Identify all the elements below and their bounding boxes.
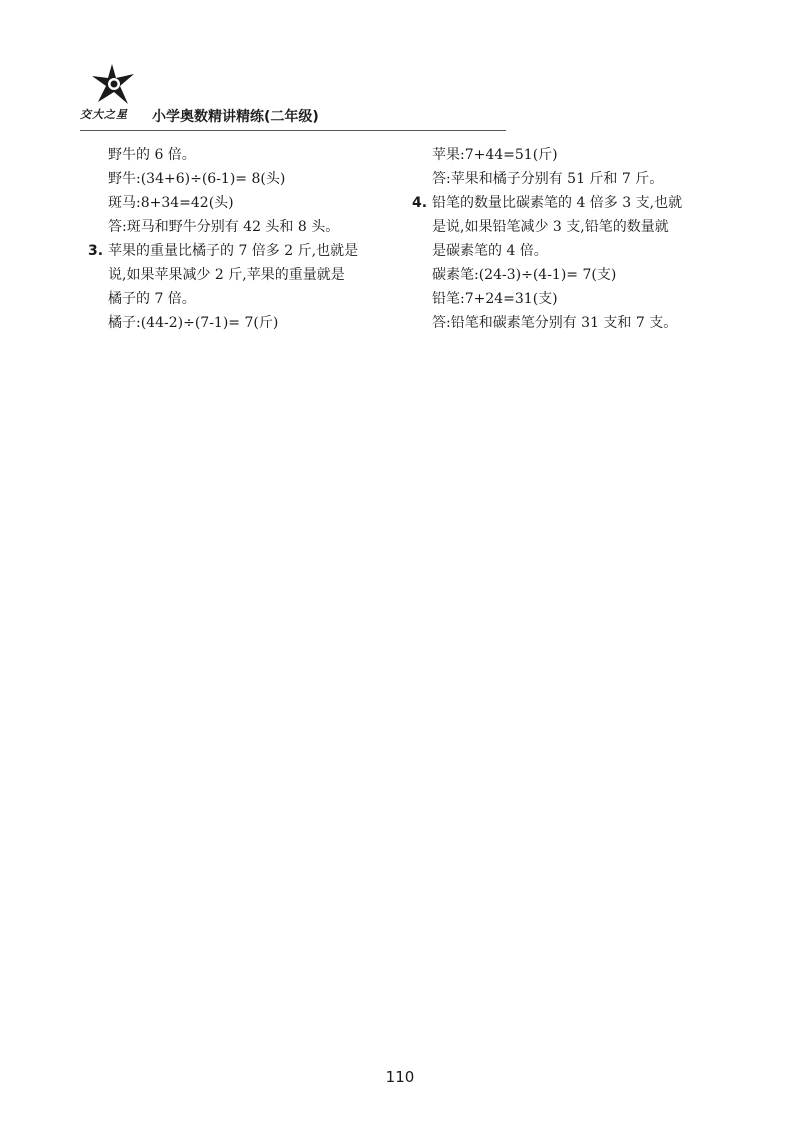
text-line [88,287,392,311]
problem-number: 4. [412,195,428,211]
page-number: 110 [385,1068,415,1086]
line-text: 铅笔:7+24=31(支) [432,291,558,307]
text-line [412,143,708,167]
text-line [412,167,708,191]
line-text: 碳素笔:(24-3)÷(4-1)= 7(支) [432,267,617,283]
publisher-logo [80,62,150,126]
line-text: 橘子的 7 倍。 [108,291,196,307]
left-column [88,143,392,335]
line-text: 橘子:(44-2)÷(7-1)= 7(斤) [108,315,279,331]
line-text: 是说,如果铅笔减少 3 支,铅笔的数量就 [432,219,669,235]
line-text: 铅笔的数量比碳素笔的 4 倍多 3 支,也就 [432,195,683,211]
problem-number: 3. [88,243,104,259]
line-text: 说,如果苹果减少 2 斤,苹果的重量就是 [108,267,345,283]
logo-text: 交大之星 [80,108,128,121]
text-line [88,167,392,191]
text-line [412,239,708,263]
star-logo-icon [90,62,138,108]
text-line [88,215,392,239]
line-text: 苹果:7+44=51(斤) [432,147,558,163]
text-line [88,191,392,215]
line-text: 答:苹果和橘子分别有 51 斤和 7 斤。 [432,171,664,187]
text-line [88,311,392,335]
text-line [412,215,708,239]
line-text: 是碳素笔的 4 倍。 [432,243,548,259]
text-line [88,263,392,287]
text-line [412,311,708,335]
line-text: 答:铅笔和碳素笔分别有 31 支和 7 支。 [432,315,678,331]
line-text: 斑马:8+34=42(头) [108,195,234,211]
text-line [412,191,708,215]
page-header [80,62,506,132]
text-line [412,287,708,311]
line-text: 野牛:(34+6)÷(6-1)= 8(头) [108,171,286,187]
text-line [88,143,392,167]
text-line [412,263,708,287]
line-text: 苹果的重量比橘子的 7 倍多 2 斤,也就是 [108,243,359,259]
right-column [412,143,708,335]
line-text: 答:斑马和野牛分别有 42 头和 8 头。 [108,219,340,235]
header-divider [80,130,506,131]
book-title: 小学奥数精讲精练(二年级) [152,109,319,125]
line-text: 野牛的 6 倍。 [108,147,196,163]
text-line [88,239,392,263]
